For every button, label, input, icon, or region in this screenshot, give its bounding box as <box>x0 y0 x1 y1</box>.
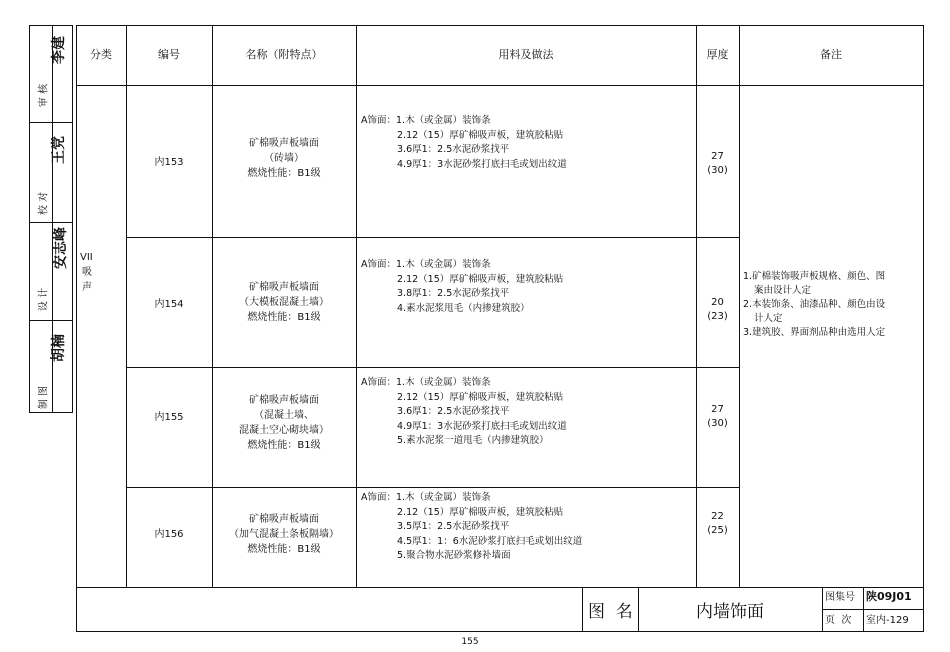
role-reviewer: 审 核 <box>38 83 50 108</box>
table-row-method: A饰面：1.木（或金属）装饰条 2.12（15）厚矿棉吸声板，建筑胶粘贴 3.6厚1：2.5水泥砂浆找平 4.9厚1：3水泥砂浆打底扫毛或划出纹道 <box>361 115 567 170</box>
remark-notes: 1.矿棉装饰吸声板规格、颜色、图 案由设计人定 2.本装饰条、油漆品种、颜色由设 计人定 3.建筑胶、界面剂品种由选用人定 <box>743 271 886 338</box>
drawing-name: 内墙饰面 <box>696 602 764 622</box>
reviewer-signature: 李建 <box>51 36 67 64</box>
table-row-code: 内154 <box>154 299 184 310</box>
table-row-name: 矿棉吸声板墙面 （大模板混凝土墙） 燃烧性能：B1级 <box>239 282 329 323</box>
atlas-no: 陕09J01 <box>866 590 912 603</box>
table-row-thickness: 22 (25) <box>707 511 728 536</box>
header-method: 用料及做法 <box>498 48 554 61</box>
table-row-name: 矿棉吸声板墙面 （混凝土墙、 混凝土空心砌块墙） 燃烧性能：B1级 <box>239 395 329 451</box>
header-category: 分类 <box>90 48 112 61</box>
table-row-method: A饰面：1.木（或金属）装饰条 2.12（15）厚矿棉吸声板，建筑胶粘贴 3.8厚1：2.5水泥砂浆找平 4.素水泥浆甩毛（内掺建筑胶） <box>361 259 564 314</box>
designer-signature: 安志峰 <box>53 227 69 269</box>
table-row-name: 矿棉吸声板墙面 （砖墙） 燃烧性能：B1级 <box>247 138 321 179</box>
role-drafter: 制 图 <box>38 385 50 410</box>
checker-signature: 王党 <box>51 136 67 164</box>
header-name: 名称（附特点） <box>245 48 323 61</box>
table-row-code: 内153 <box>154 157 184 168</box>
table-row-method: A饰面：1.木（或金属）装饰条 2.12（15）厚矿棉吸声板，建筑胶粘贴 3.6厚1：2.5水泥砂浆找平 4.9厚1：3水泥砂浆打底扫毛或划出纹道 5.素水泥浆一道甩毛（内掺建筑胶） <box>361 377 567 446</box>
table-row-thickness: 27 (30) <box>707 404 728 429</box>
header-remark: 备注 <box>820 48 842 61</box>
page-number: 155 <box>461 637 479 647</box>
drawing-name-label: 图 名 <box>588 602 633 622</box>
table-row-thickness: 20 (23) <box>707 297 728 322</box>
table-row-name: 矿棉吸声板墙面 （加气混凝土条板隔墙） 燃烧性能：B1级 <box>229 514 339 555</box>
role-designer: 设 计 <box>38 287 50 312</box>
header-thickness: 厚度 <box>706 48 729 61</box>
drafter-signature: 胡楠 <box>51 334 67 362</box>
table-row-code: 内155 <box>154 412 184 423</box>
role-checker: 校 对 <box>38 191 50 216</box>
table-row-thickness: 27 (30) <box>707 151 728 176</box>
header-code: 编号 <box>158 48 180 61</box>
atlas-no-label: 图集号 <box>825 592 855 603</box>
category-label: VII 吸 声 <box>80 252 93 293</box>
table-row-code: 内156 <box>154 529 184 540</box>
table-row-method: A饰面：1.木（或金属）装饰条 2.12（15）厚矿棉吸声板，建筑胶粘贴 3.5厚1：2.5水泥砂浆找平 4.5厚1：1：6水泥砂浆打底扫毛或划出纹道 5.聚合物水泥砂浆修补墙面 <box>361 492 583 561</box>
page-no: 室内-129 <box>866 615 909 626</box>
page-no-label: 页 次 <box>825 615 852 626</box>
